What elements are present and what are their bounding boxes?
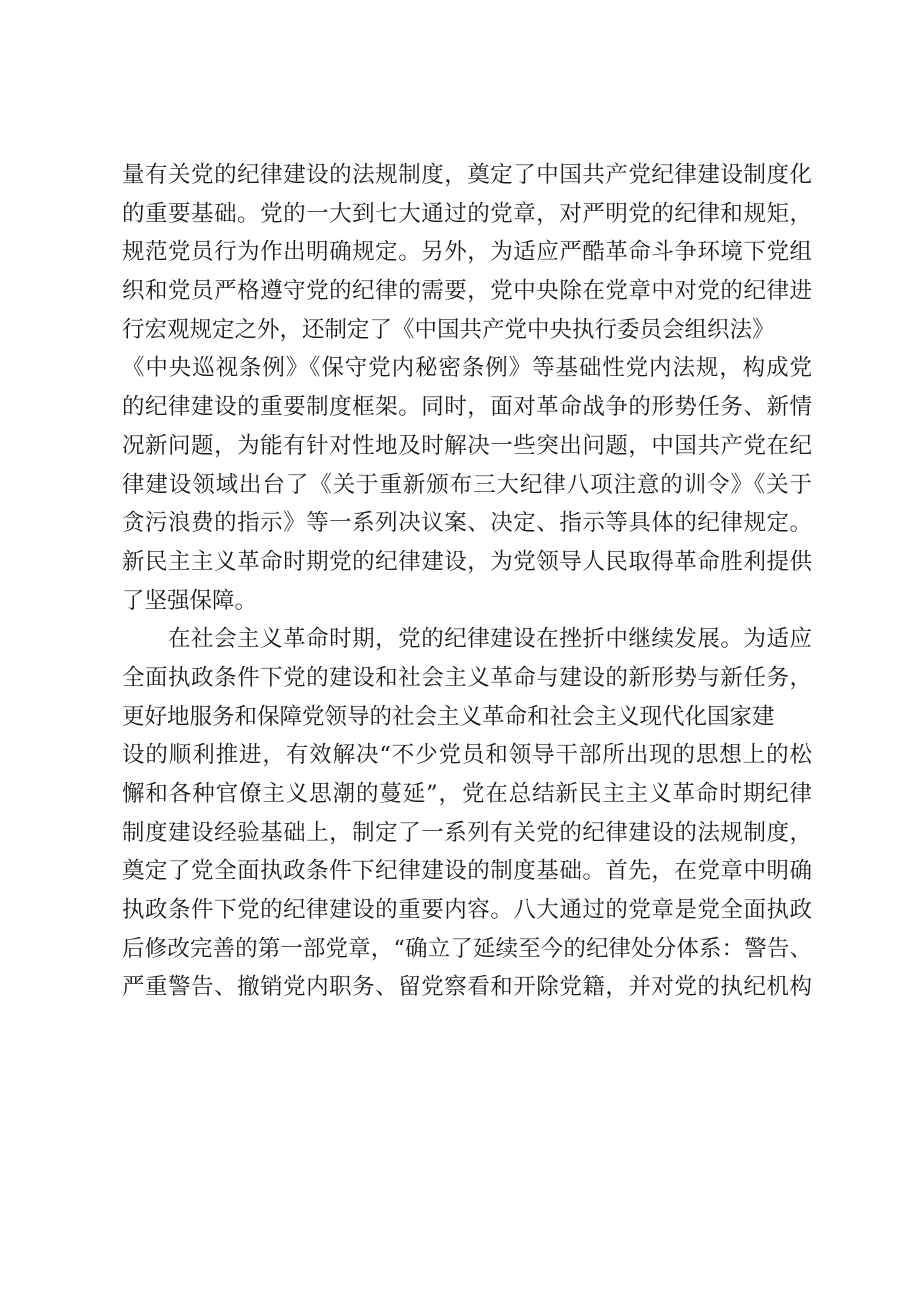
text-line: 律建设领域出台了《关于重新颁布三大纪律八项注意的训令》《关于 xyxy=(122,471,812,498)
paragraph-2 xyxy=(122,620,812,1007)
text-line: 在社会主义革命时期，党的纪律建设在挫折中继续发展。为适应 xyxy=(168,626,812,653)
text-line: 设的顺利推进，有效解决“不少党员和领导干部所出现的思想上的松 xyxy=(122,742,812,769)
body-text xyxy=(122,156,812,1007)
text-line: 了坚强保障。 xyxy=(122,587,258,614)
paragraph-1 xyxy=(122,156,812,620)
text-line: 规范党员行为作出明确规定。另外，为适应严酷革命斗争环境下党组 xyxy=(122,239,812,266)
text-line: 奠定了党全面执政条件下纪律建设的制度基础。首先，在党章中明确 xyxy=(122,858,812,885)
text-line: 更好地服务和保障党领导的社会主义革命和社会主义现代化国家建 xyxy=(122,703,775,730)
text-line: 贪污浪费的指示》等一系列决议案、决定、指示等具体的纪律规定。 xyxy=(122,510,812,537)
text-line: 《中央巡视条例》《保守党内秘密条例》等基础性党内法规，构成党 xyxy=(122,355,812,382)
text-line: 的重要基础。党的一大到七大通过的党章，对严明党的纪律和规矩， xyxy=(122,200,812,227)
text-line: 况新问题，为能有针对性地及时解决一些突出问题，中国共产党在纪 xyxy=(122,432,812,459)
text-line: 新民主主义革命时期党的纪律建设，为党领导人民取得革命胜利提供 xyxy=(122,548,812,575)
text-line: 织和党员严格遵守党的纪律的需要，党中央除在党章中对党的纪律进 xyxy=(122,278,812,305)
text-line: 执政条件下党的纪律建设的重要内容。八大通过的党章是党全面执政 xyxy=(122,897,812,924)
text-line: 后修改完善的第一部党章，“确立了延续至今的纪律处分体系：警告、 xyxy=(122,935,812,962)
text-line: 严重警告、撤销党内职务、留党察看和开除党籍，并对党的执纪机构 xyxy=(122,974,812,1001)
text-line: 懈和各种官僚主义思潮的蔓延”，党在总结新民主主义革命时期纪律 xyxy=(122,781,812,807)
text-line: 全面执政条件下党的建设和社会主义革命与建设的新形势与新任务， xyxy=(122,664,812,691)
text-line: 量有关党的纪律建设的法规制度，奠定了中国共产党纪律建设制度化 xyxy=(122,162,812,188)
text-line: 行宏观规定之外，还制定了《中国共产党中央执行委员会组织法》 xyxy=(122,316,775,343)
text-line: 制度建设经验基础上，制定了一系列有关党的纪律建设的法规制度， xyxy=(122,819,812,846)
text-line: 的纪律建设的重要制度框架。同时，面对革命战争的形势任务、新情 xyxy=(122,394,812,421)
